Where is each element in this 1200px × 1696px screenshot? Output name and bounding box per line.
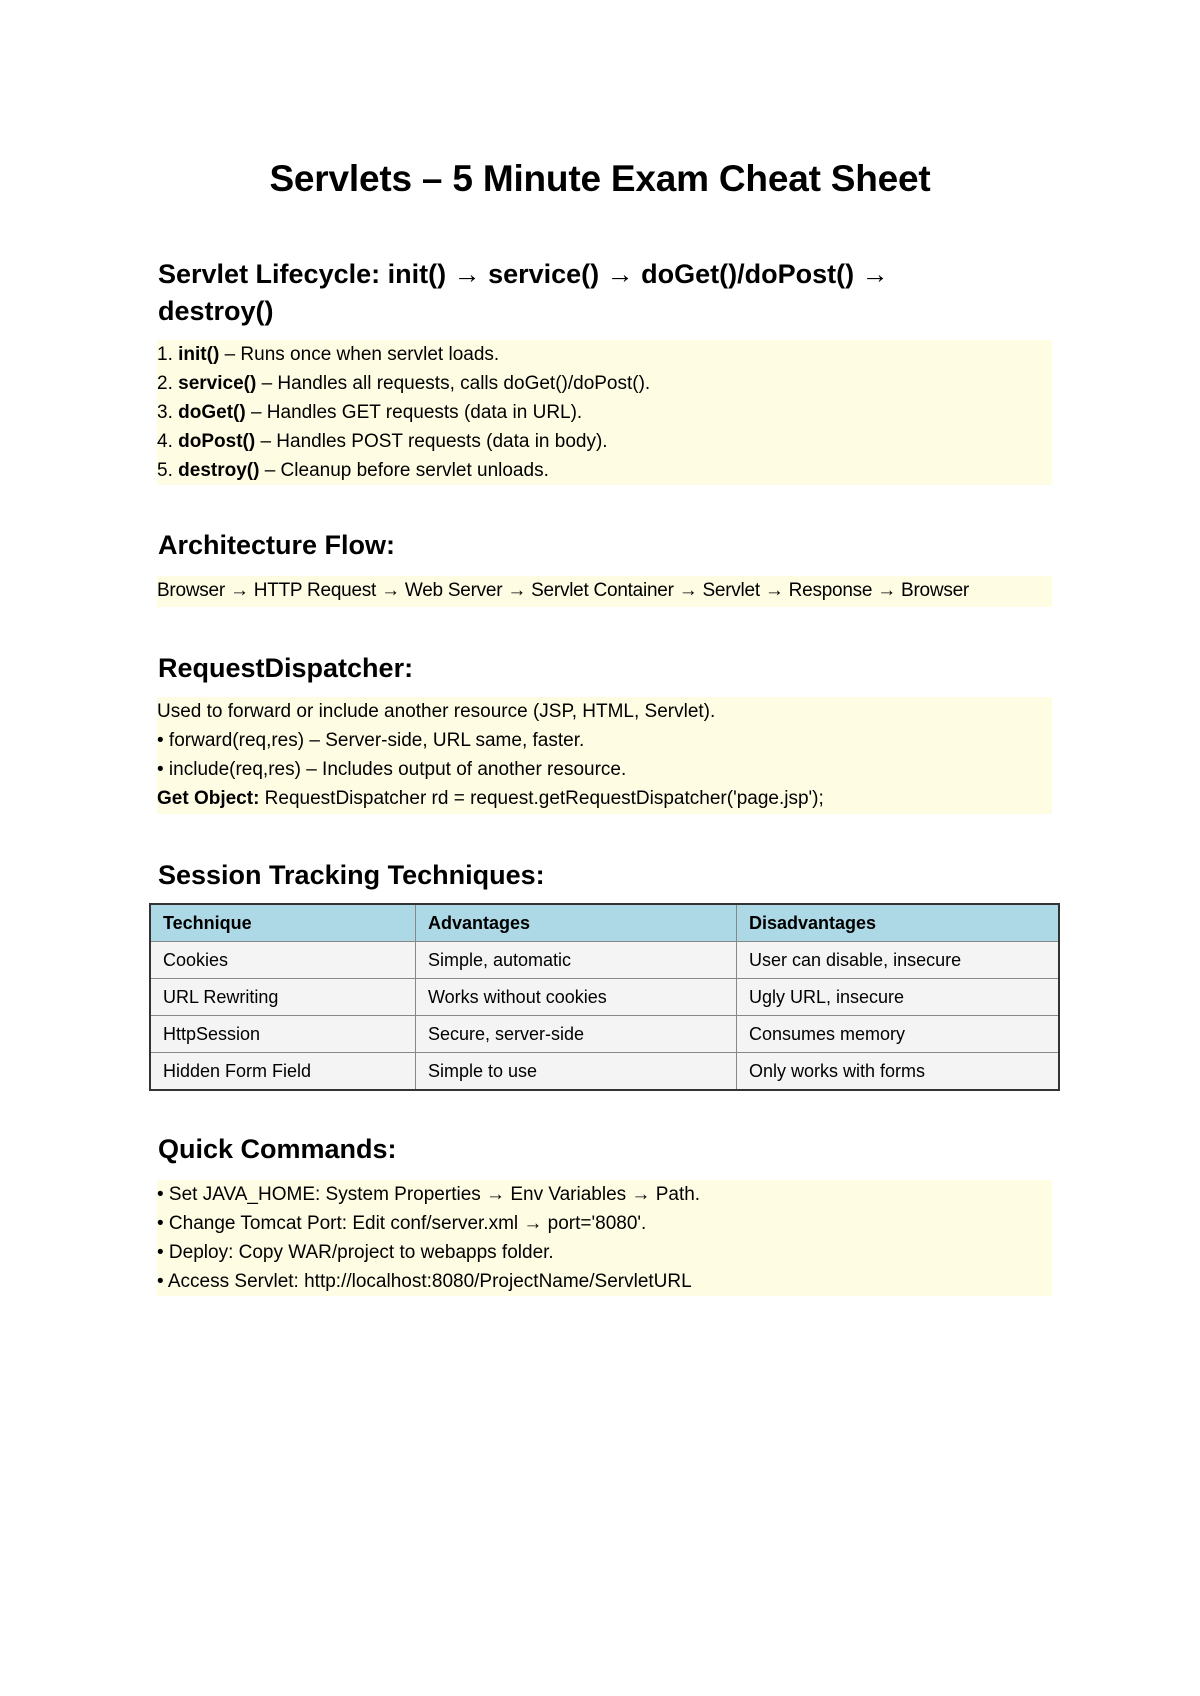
dispatcher-heading: RequestDispatcher:	[158, 653, 414, 683]
dispatcher-intro: Used to forward or include another resource (JSP, HTML, Servlet).	[157, 701, 716, 722]
dispatcher-box	[157, 697, 1052, 814]
page-title: Servlets – 5 Minute Exam Cheat Sheet	[269, 158, 931, 199]
lifecycle-heading-line2: destroy()	[158, 296, 274, 326]
lifecycle-heading-line1: Servlet Lifecycle: init() → service() → doGet()/doPost() →	[158, 259, 889, 289]
lifecycle-item-5: 5. destroy() – Cleanup before servlet unloads.	[157, 460, 549, 481]
table-cell: Ugly URL, insecure	[737, 979, 1060, 1016]
dispatcher-get-object: Get Object: RequestDispatcher rd = request.getRequestDispatcher('page.jsp');	[157, 788, 824, 809]
table-cell: Only works with forms	[737, 1053, 1060, 1091]
session-heading: Session Tracking Techniques:	[158, 860, 545, 890]
table-cell: Simple, automatic	[416, 942, 737, 979]
lifecycle-heading	[158, 256, 889, 330]
table-row	[150, 1016, 1059, 1053]
command-item: • Change Tomcat Port: Edit conf/server.xml → port='8080'.	[157, 1213, 647, 1234]
column-header: Advantages	[416, 904, 737, 942]
command-item: • Deploy: Copy WAR/project to webapps folder.	[157, 1242, 554, 1263]
table-cell: URL Rewriting	[150, 979, 416, 1016]
table-row	[150, 979, 1059, 1016]
architecture-box	[157, 576, 1052, 607]
architecture-heading: Architecture Flow:	[158, 530, 396, 560]
lifecycle-item-3: 3. doGet() – Handles GET requests (data in URL).	[157, 402, 583, 423]
dispatcher-forward: • forward(req,res) – Server-side, URL same, faster.	[157, 730, 585, 751]
command-item: • Set JAVA_HOME: System Properties → Env Variables → Path.	[157, 1184, 701, 1205]
table-row	[150, 942, 1059, 979]
column-header: Disadvantages	[737, 904, 1060, 942]
table-cell: HttpSession	[150, 1016, 416, 1053]
table-cell: Consumes memory	[737, 1016, 1060, 1053]
commands-box	[157, 1180, 1052, 1296]
command-item: • Access Servlet: http://localhost:8080/ProjectName/ServletURL	[157, 1271, 692, 1292]
table-header-row	[150, 904, 1059, 942]
table-cell: User can disable, insecure	[737, 942, 1060, 979]
lifecycle-box	[157, 340, 1052, 485]
dispatcher-include: • include(req,res) – Includes output of another resource.	[157, 759, 627, 780]
session-table	[149, 903, 1060, 1091]
commands-heading: Quick Commands:	[158, 1134, 397, 1164]
table-cell: Hidden Form Field	[150, 1053, 416, 1091]
architecture-flow: Browser → HTTP Request → Web Server → Servlet Container → Servlet → Response → Browser	[157, 580, 969, 601]
table-cell: Secure, server-side	[416, 1016, 737, 1053]
table-cell: Works without cookies	[416, 979, 737, 1016]
lifecycle-item-4: 4. doPost() – Handles POST requests (data in body).	[157, 431, 608, 452]
lifecycle-item-2: 2. service() – Handles all requests, calls doGet()/doPost().	[157, 373, 651, 394]
table-cell: Cookies	[150, 942, 416, 979]
table-row	[150, 1053, 1059, 1091]
lifecycle-item-1: 1. init() – Runs once when servlet loads.	[157, 344, 500, 365]
column-header: Technique	[150, 904, 416, 942]
table-cell: Simple to use	[416, 1053, 737, 1091]
